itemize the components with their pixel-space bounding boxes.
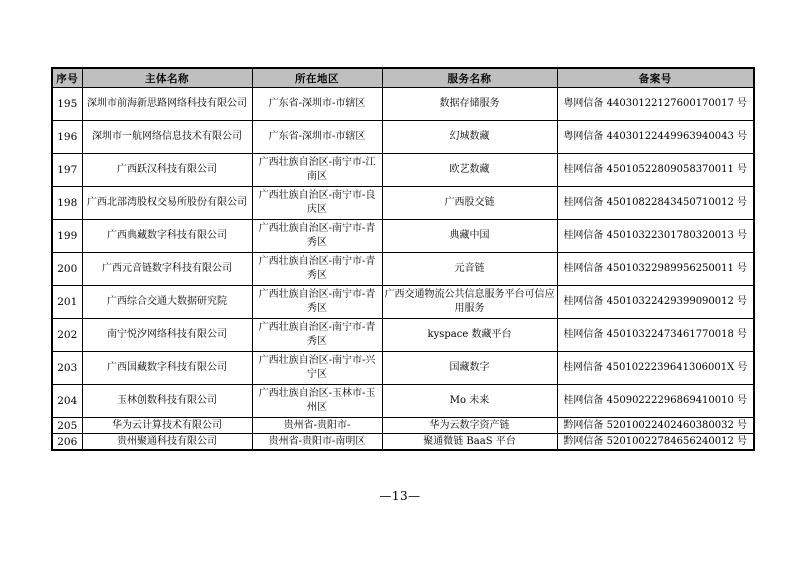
header-no: 序号 <box>52 68 82 88</box>
record-number: 桂网信备 45010322301780320013 号 <box>557 220 754 253</box>
region: 广西壮族自治区-南宁市-良庆区 <box>252 187 382 220</box>
service-name: kyspace 数藏平台 <box>382 319 557 352</box>
header-row <box>52 68 754 88</box>
entity-name: 广西跃汉科技有限公司 <box>82 154 252 187</box>
registry-table <box>51 67 755 451</box>
record-number: 桂网信备 45010322429399090012 号 <box>557 286 754 319</box>
entity-name: 南宁悦汐网络科技有限公司 <box>82 319 252 352</box>
row-number: 198 <box>52 187 82 220</box>
row-number: 197 <box>52 154 82 187</box>
entity-name: 广西综合交通大数据研究院 <box>82 286 252 319</box>
entity-name: 广西元音链数字科技有限公司 <box>82 253 252 286</box>
row-number: 201 <box>52 286 82 319</box>
record-number: 黔网信备 52010022784656240012 号 <box>557 434 754 451</box>
record-number: 粤网信备 44030122449963940043 号 <box>557 121 754 154</box>
header-record: 备案号 <box>557 68 754 88</box>
record-number: 桂网信备 45010322989956250011 号 <box>557 253 754 286</box>
service-name: 国藏数字 <box>382 352 557 385</box>
service-name: 典藏中国 <box>382 220 557 253</box>
service-name: 欧艺数藏 <box>382 154 557 187</box>
table-row <box>52 253 754 286</box>
entity-name: 深圳市一航网络信息技术有限公司 <box>82 121 252 154</box>
service-name: 华为云数字资产链 <box>382 418 557 434</box>
record-number: 桂网信备 45010322473461770018 号 <box>557 319 754 352</box>
record-number: 桂网信备 4501022239641306001X 号 <box>557 352 754 385</box>
table-row <box>52 434 754 451</box>
region: 广东省-深圳市-市辖区 <box>252 121 382 154</box>
table-row <box>52 286 754 319</box>
table-row <box>52 220 754 253</box>
table-row <box>52 418 754 434</box>
region: 广西壮族自治区-南宁市-江南区 <box>252 154 382 187</box>
table-row <box>52 385 754 418</box>
table-row <box>52 187 754 220</box>
service-name: 广西股交链 <box>382 187 557 220</box>
region: 广西壮族自治区-南宁市-青秀区 <box>252 253 382 286</box>
table-row <box>52 319 754 352</box>
row-number: 202 <box>52 319 82 352</box>
entity-name: 广西典藏数字科技有限公司 <box>82 220 252 253</box>
service-name: 幻城数藏 <box>382 121 557 154</box>
entity-name: 贵州聚通科技有限公司 <box>82 434 252 451</box>
row-number: 195 <box>52 88 82 121</box>
entity-name: 玉林创数科技有限公司 <box>82 385 252 418</box>
row-number: 205 <box>52 418 82 434</box>
record-number: 桂网信备 45010822843450710012 号 <box>557 187 754 220</box>
region: 广西壮族自治区-玉林市-玉州区 <box>252 385 382 418</box>
service-name: Mo 未来 <box>382 385 557 418</box>
service-name: 数据存储服务 <box>382 88 557 121</box>
page-number: —13— <box>379 489 421 503</box>
region: 广西壮族自治区-南宁市-青秀区 <box>252 220 382 253</box>
record-number: 桂网信备 45010522809058370011 号 <box>557 154 754 187</box>
service-name: 广西交通物流公共信息服务平台可信应用服务 <box>382 286 557 319</box>
table-row <box>52 154 754 187</box>
record-number: 黔网信备 52010022402460380032 号 <box>557 418 754 434</box>
service-name: 元音链 <box>382 253 557 286</box>
row-number: 196 <box>52 121 82 154</box>
row-number: 206 <box>52 434 82 451</box>
region: 贵州省-贵阳市-南明区 <box>252 434 382 451</box>
row-number: 203 <box>52 352 82 385</box>
row-number: 199 <box>52 220 82 253</box>
table-row <box>52 88 754 121</box>
service-name: 聚通微链 BaaS 平台 <box>382 434 557 451</box>
header-entity: 主体名称 <box>82 68 252 88</box>
record-number: 粤网信备 44030122127600170017 号 <box>557 88 754 121</box>
entity-name: 广西北部湾股权交易所股份有限公司 <box>82 187 252 220</box>
table-row <box>52 352 754 385</box>
region: 广西壮族自治区-南宁市-青秀区 <box>252 319 382 352</box>
region: 广东省-深圳市-市辖区 <box>252 88 382 121</box>
header-service: 服务名称 <box>382 68 557 88</box>
region: 广西壮族自治区-南宁市-青秀区 <box>252 286 382 319</box>
entity-name: 广西国藏数字科技有限公司 <box>82 352 252 385</box>
row-number: 204 <box>52 385 82 418</box>
table-row <box>52 121 754 154</box>
record-number: 桂网信备 45090222296869410010 号 <box>557 385 754 418</box>
entity-name: 深圳市前海新思路网络科技有限公司 <box>82 88 252 121</box>
entity-name: 华为云计算技术有限公司 <box>82 418 252 434</box>
region: 广西壮族自治区-南宁市-兴宁区 <box>252 352 382 385</box>
row-number: 200 <box>52 253 82 286</box>
header-region: 所在地区 <box>252 68 382 88</box>
region: 贵州省-贵阳市- <box>252 418 382 434</box>
